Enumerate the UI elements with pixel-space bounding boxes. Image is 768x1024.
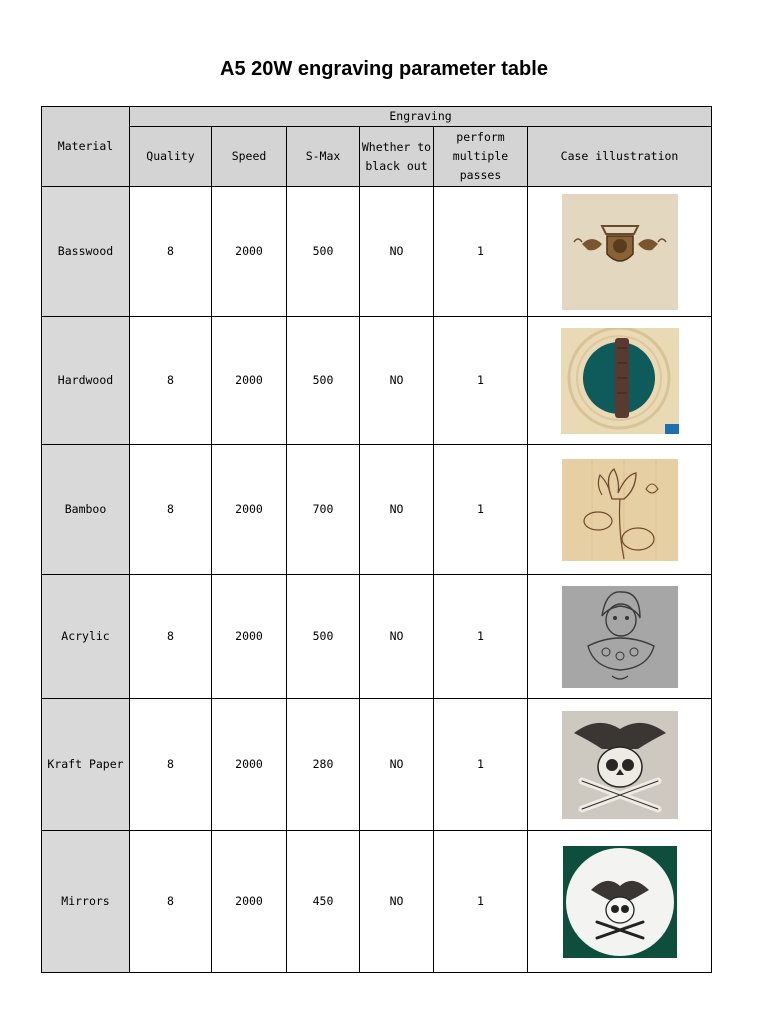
speed-cell: 2000: [212, 575, 287, 699]
material-cell: Basswood: [42, 187, 130, 317]
material-cell: Hardwood: [42, 317, 130, 445]
table-row: [42, 317, 712, 445]
header-engraving-group: Engraving: [130, 107, 712, 127]
passes-cell: 1: [434, 187, 528, 317]
header-smax: S-Max: [287, 127, 360, 187]
header-speed: Speed: [212, 127, 287, 187]
illustration-cell: [528, 187, 712, 317]
illustration-cell: [528, 445, 712, 575]
quality-cell: 8: [130, 317, 212, 445]
quality-cell: 8: [130, 575, 212, 699]
blackout-cell: NO: [360, 317, 434, 445]
material-cell: Kraft Paper: [42, 699, 130, 831]
header-quality: Quality: [130, 127, 212, 187]
passes-cell: 1: [434, 831, 528, 973]
speed-cell: 2000: [212, 445, 287, 575]
material-cell: Mirrors: [42, 831, 130, 973]
illustration-cell: [528, 317, 712, 445]
engraving-parameter-table: [41, 106, 712, 973]
page-title: A5 20W engraving parameter table: [220, 58, 548, 80]
passes-cell: 1: [434, 317, 528, 445]
blackout-cell: NO: [360, 575, 434, 699]
smax-cell: 700: [287, 445, 360, 575]
quality-cell: 8: [130, 699, 212, 831]
lotus-flower-engraving-icon: [562, 459, 678, 561]
smax-cell: 280: [287, 699, 360, 831]
header-illustration: Case illustration: [528, 127, 712, 187]
illustration-cell: [528, 831, 712, 973]
material-cell: Acrylic: [42, 575, 130, 699]
smax-cell: 450: [287, 831, 360, 973]
passes-cell: 1: [434, 699, 528, 831]
quality-cell: 8: [130, 831, 212, 973]
material-cell: Bamboo: [42, 445, 130, 575]
header-passes: perform multiple passes: [434, 127, 528, 187]
speed-cell: 2000: [212, 831, 287, 973]
table-row: [42, 699, 712, 831]
table-row: [42, 831, 712, 973]
table-row: [42, 445, 712, 575]
passes-cell: 1: [434, 575, 528, 699]
header-material: Material: [42, 107, 130, 187]
wood-ring-cutout-icon: [561, 328, 679, 434]
speed-cell: 2000: [212, 187, 287, 317]
blackout-cell: NO: [360, 187, 434, 317]
blackout-cell: NO: [360, 699, 434, 831]
header-blackout: Whether to black out: [360, 127, 434, 187]
pirate-skull-round-plate-icon: [563, 846, 677, 958]
speed-cell: 2000: [212, 317, 287, 445]
pirate-skull-engraving-icon: [562, 711, 678, 819]
table-row: [42, 575, 712, 699]
speed-cell: 2000: [212, 699, 287, 831]
blackout-cell: NO: [360, 445, 434, 575]
passes-cell: 1: [434, 445, 528, 575]
smax-cell: 500: [287, 575, 360, 699]
smax-cell: 500: [287, 317, 360, 445]
illustration-cell: [528, 699, 712, 831]
table-row: [42, 187, 712, 317]
blackout-cell: NO: [360, 831, 434, 973]
smax-cell: 500: [287, 187, 360, 317]
illustration-cell: [528, 575, 712, 699]
quality-cell: 8: [130, 445, 212, 575]
portrait-engraving-icon: [562, 586, 678, 688]
lion-crest-engraving-icon: [562, 194, 678, 310]
quality-cell: 8: [130, 187, 212, 317]
